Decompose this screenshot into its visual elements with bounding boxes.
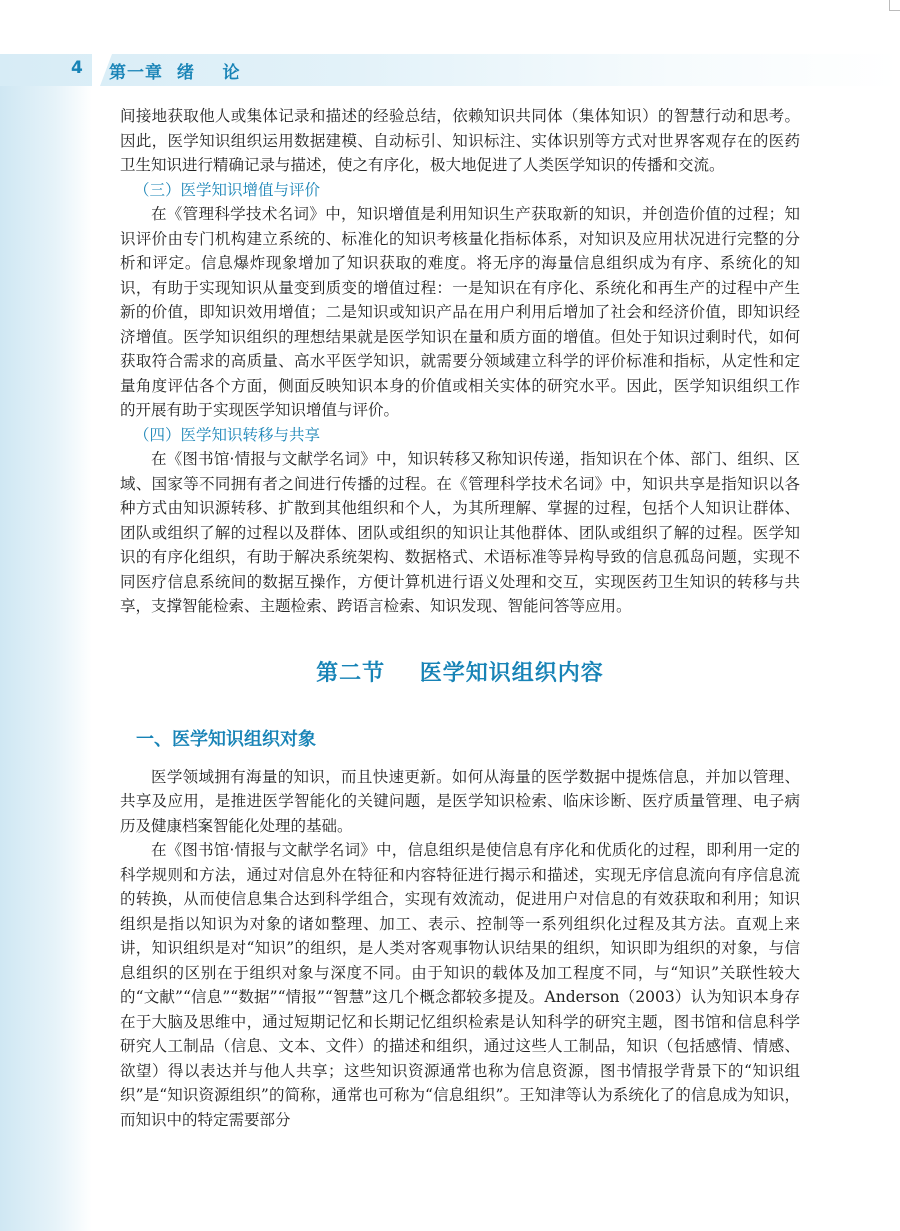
subsection-heading: （四）医学知识转移与共享 xyxy=(134,425,321,444)
page-body xyxy=(120,104,800,1132)
paragraph: 在《管理科学技术名词》中，知识增值是利用知识生产获取新的知识，并创造价值的过程；知识评价由专门机构建立系统的、标准化的知识考核量化指标体系，对知识及应用状况进行完整的分析和评定。信息爆炸现象增加了知识获取的难度。将无序的海量信息组织成为有序、系统化的知识，有助于实现知识从量变到质变的增值过程：一是知识在有序化、系统化和再生产的过程中产生新的价值，即知识效用增值；二是知识或知识产品在用户利用后增加了社会和经济价值，即知识经济增值。医学知识组织的理想结果就是医学知识在量和质方面的增值。但处于知识过剩时代，如何获取符合需求的高质量、高水平医学知识，就需要分领域建立科学的评价标准和指标，从定性和定量角度评估各个方面，侧面反映知识本身的价值或相关实体的研究水平。因此，医学知识组织工作的开展有助于实现医学知识增值与评价。 xyxy=(120,205,800,419)
crop-mark xyxy=(889,0,900,11)
left-margin-band xyxy=(0,82,92,1231)
heading-level-1: 一、医学知识组织对象 xyxy=(136,728,316,750)
chapter-title: 第一章 绪 论 xyxy=(109,63,241,83)
paragraph: 医学领域拥有海量的知识，而且快速更新。如何从海量的医学数据中提炼信息，并加以管理、共享及应用，是推进医学智能化的关键问题，是医学知识检索、临床诊断、医疗质量管理、电子病历及健康档案智能化处理的基础。 xyxy=(120,767,800,835)
subsection-heading: （三）医学知识增值与评价 xyxy=(134,180,321,199)
paragraph: 在《图书馆·情报与文献学名词》中，信息组织是使信息有序化和优质化的过程，即利用一定的科学规则和方法，通过对信息外在特征和内容特征进行揭示和描述，实现无序信息流向有序信息流的转换，从而使信息集合达到科学组合，实现有效流动，促进用户对信息的有效获取和利用；知识组织是指以知识为对象的诸如整理、加工、表示、控制等一系列组织化过程及其方法。直观上来讲，知识组织是对“知识”的组织，是人类对客观事物认识结果的组织，知识即为组织的对象，与信息组织的区别在于组织对象与深度不同。由于知识的载体及加工程度不同，与“知识”关联性较大的“文献”“信息”“数据”“情报”“智慧”这几个概念都较多提及。Anderson（2003）认为知识本身存在于大脑及思维中，通过短期记忆和长期记忆组织检索是认知科学的研究主题，图书馆和信息科学研究人工制品（信息、文本、文件）的描述和组织，通过这些人工制品，知识（包括感情、情感、欲望）得以表达并与他人共享；这些知识资源通常也称为信息资源，图书情报学背景下的“知识组织”是“知识资源组织”的简称，通常也可称为“信息组织”。王知津等认为系统化了的信息成为知识，而知识中的特定需要部分 xyxy=(120,841,800,1129)
paragraph: 间接地获取他人或集体记录和描述的经验总结，依赖知识共同体（集体知识）的智慧行动和思考。因此，医学知识组织运用数据建模、自动标引、知识标注、实体识别等方式对世界客观存在的医药卫生知识进行精确记录与描述，使之有序化，极大地促进了人类医学知识的传播和交流。 xyxy=(120,107,800,174)
paragraph: 在《图书馆·情报与文献学名词》中，知识转移又称知识传递，指知识在个体、部门、组织、区域、国家等不同拥有者之间进行传播的过程。在《管理科学技术名词》中，知识共享是指知识以各种方式由知识源转移、扩散到其他组织和个人，为其所理解、掌握的过程，包括个人知识让群体、团队或组织了解的过程以及群体、团队或组织的知识让其他群体、团队或组织了解的过程。医学知识的有序化组织，有助于解决系统架构、数据格式、术语标准等异构导致的信息孤岛问题，实现不同医疗信息系统间的数据互操作，方便计算机进行语义处理和交互，实现医药卫生知识的转移与共享，支撑智能检索、主题检索、跨语言检索、知识发现、智能问答等应用。 xyxy=(120,450,800,615)
page-number: 4 xyxy=(71,58,83,78)
section-title: 第二节 医学知识组织内容 xyxy=(316,660,604,686)
